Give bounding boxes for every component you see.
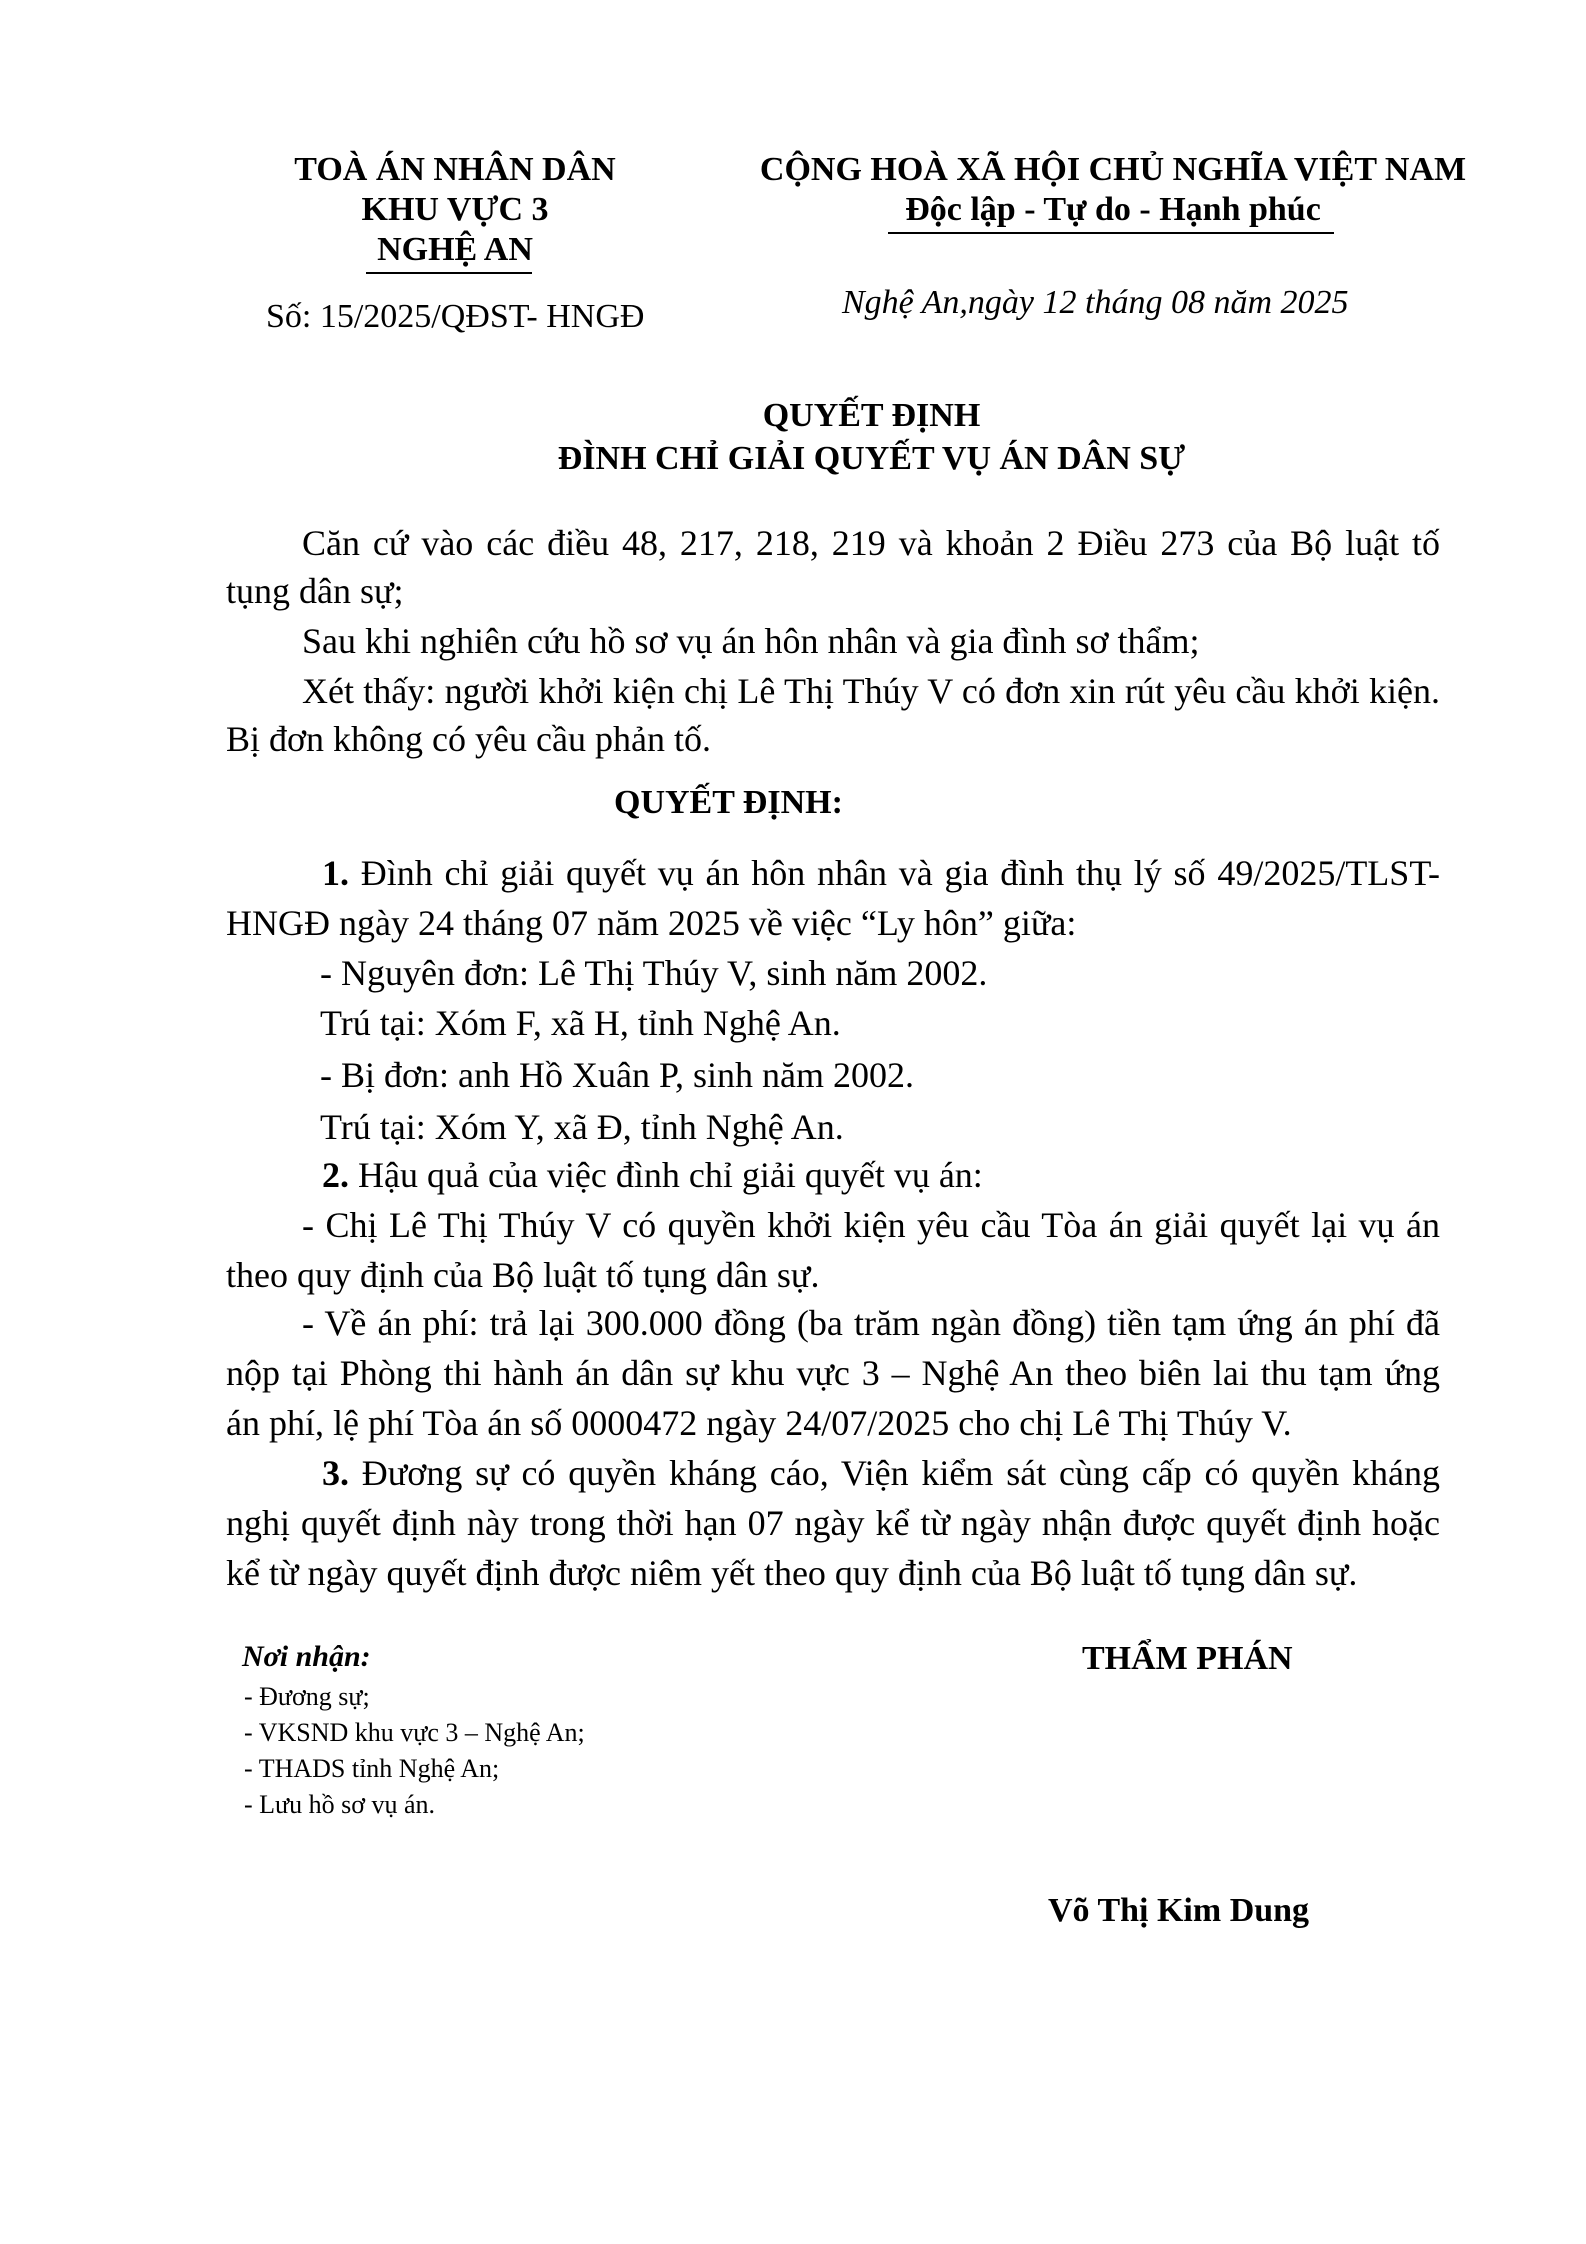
recipients-list [244,1682,585,1826]
defendant: - Bị đơn: anh Hồ Xuân P, sinh năm 2002. [320,1055,915,1095]
issue-date: Nghệ An,ngày 12 tháng 08 năm 2025 [842,284,1349,321]
recipients-heading: Nơi nhận: [242,1640,371,1673]
preamble-basis-line1: Căn cứ vào các điều 48, 217, 218, 219 và khoản 2 Điều 273 của Bộ luật tố [302,523,1440,563]
item-2-number: 2. [322,1155,349,1195]
decision-heading: QUYẾT ĐỊNH: [614,784,843,821]
item-3-text: Đương sự có quyền kháng cáo, Viện kiểm sát cùng cấp có quyền kháng [361,1453,1440,1493]
court-province: NGHỆ AN [377,231,533,268]
court-region: KHU VỰC 3 [361,191,549,228]
item-3-line3: kể từ ngày quyết định được niêm yết theo quy định của Bộ luật tố tụng dân sự. [226,1553,1358,1593]
recipient-item: - THADS tỉnh Nghệ An; [244,1754,500,1783]
item-3-line2: nghị quyết định này trong thời hạn 07 ngày kể từ ngày nhận được quyết định hoặc [226,1503,1440,1543]
decision-number: Số: 15/2025/QĐST- HNGĐ [266,298,645,335]
item-2b-line1: - Về án phí: trả lại 300.000 đồng (ba trăm ngàn đồng) tiền tạm ứng án phí đã [302,1303,1440,1343]
plaintiff-address: Trú tại: Xóm F, xã H, tỉnh Nghệ An. [320,1003,841,1043]
item-2b-line2: nộp tại Phòng thi hành án dân sự khu vực 3 – Nghệ An theo biên lai thu tạm ứng [226,1353,1440,1393]
item-2b-line3: án phí, lệ phí Tòa án số 0000472 ngày 24/07/2025 cho chị Lê Thị Thúy V. [226,1403,1292,1443]
court-name: TOÀ ÁN NHÂN DÂN [294,151,616,188]
item-3-number: 3. [322,1453,349,1493]
preamble-basis-line2: tụng dân sự; [226,571,404,611]
preamble-finding-line1: Xét thấy: người khởi kiện chị Lê Thị Thúy V có đơn xin rút yêu cầu khởi kiện. [302,671,1440,711]
defendant-address: Trú tại: Xóm Y, xã Đ, tỉnh Nghệ An. [320,1107,844,1147]
document-title: QUYẾT ĐỊNH [762,397,981,434]
item-3-line1 [322,1452,1440,1494]
item-1-line2: HNGĐ ngày 24 tháng 07 năm 2025 về việc “Ly hôn” giữa: [226,903,1077,943]
item-2-line [322,1154,983,1196]
recipient-item: - Lưu hồ sơ vụ án. [244,1790,436,1819]
plaintiff: - Nguyên đơn: Lê Thị Thúy V, sinh năm 2002. [320,953,988,993]
republic-header [728,150,1498,230]
item-2a-line1: - Chị Lê Thị Thúy V có quyền khởi kiện yêu cầu Tòa án giải quyết lại vụ án [302,1205,1440,1245]
item-2a-line2: theo quy định của Bộ luật tố tụng dân sự. [226,1255,820,1295]
recipient-item: - Đương sự; [244,1682,370,1711]
preamble-finding-line2: Bị đơn không có yêu cầu phản tố. [226,719,711,759]
signer-name: Võ Thị Kim Dung [1048,1892,1310,1929]
recipient-item: - VKSND khu vực 3 – Nghệ An; [244,1718,585,1747]
court-header [220,150,690,270]
preamble-research: Sau khi nghiên cứu hồ sơ vụ án hôn nhân và gia đình sơ thẩm; [302,621,1200,661]
item-1-number: 1. [322,853,349,893]
republic-name: CỘNG HOÀ XÃ HỘI CHỦ NGHĨA VIỆT NAM [759,151,1467,188]
motto-underline [888,232,1334,234]
item-1-text: Đình chỉ giải quyết vụ án hôn nhân và gia đình thụ lý số 49/2025/TLST- [360,853,1440,893]
republic-motto: Độc lập - Tự do - Hạnh phúc [905,191,1321,228]
item-2-text: Hậu quả của việc đình chỉ giải quyết vụ án: [358,1155,983,1195]
court-underline [366,272,532,274]
item-1-line1 [322,852,1440,894]
signature-role: THẨM PHÁN [1082,1640,1293,1677]
document-subtitle: ĐÌNH CHỈ GIẢI QUYẾT VỤ ÁN DÂN SỰ [557,440,1186,477]
